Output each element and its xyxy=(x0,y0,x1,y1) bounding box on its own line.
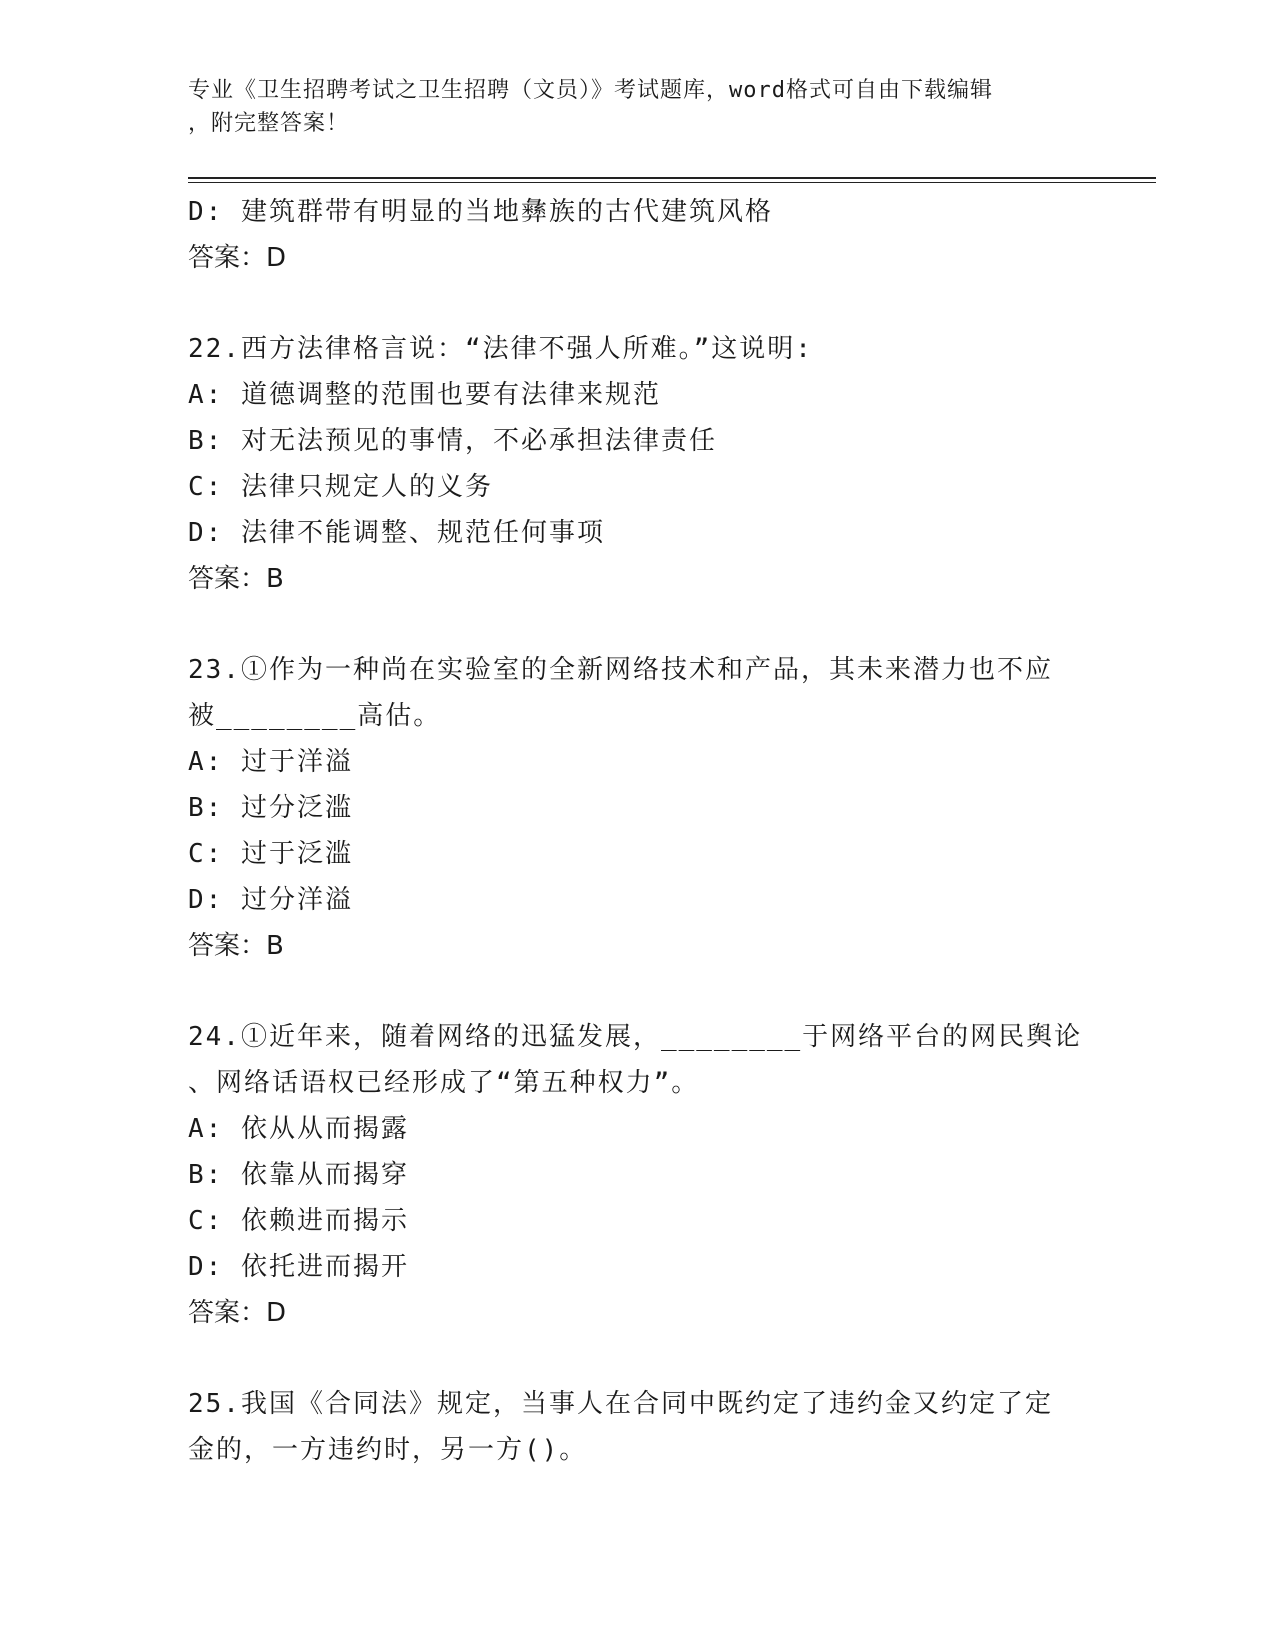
answer-line: 答案：B xyxy=(188,564,284,594)
option-a: A: 依从从而揭露 xyxy=(188,1114,409,1144)
spacer xyxy=(188,281,1088,326)
header-rule-thick xyxy=(188,177,1156,179)
option-d: D: 建筑群带有明显的当地彝族的古代建筑风格 xyxy=(188,197,773,227)
question-stem-continued: 金的，一方违约时，另一方()。 xyxy=(188,1435,588,1465)
document-header xyxy=(188,74,1088,140)
question-25 xyxy=(188,1381,1088,1473)
question-21-tail xyxy=(188,189,1088,281)
question-23 xyxy=(188,647,1088,969)
option-d: D: 过分洋溢 xyxy=(188,885,353,915)
header-rule-thin xyxy=(188,182,1156,183)
header-line-1: 专业《卫生招聘考试之卫生招聘（文员）》考试题库，word格式可自由下载编辑 xyxy=(188,78,993,103)
option-b: B: 对无法预见的事情，不必承担法律责任 xyxy=(188,426,717,456)
answer-line: 答案：D xyxy=(188,1298,287,1328)
question-stem: 22.西方法律格言说：“法律不强人所难。”这说明: xyxy=(188,334,813,364)
option-d: D: 依托进而揭开 xyxy=(188,1252,409,1282)
question-stem: 25.我国《合同法》规定，当事人在合同中既约定了违约金又约定了定 xyxy=(188,1389,1053,1419)
question-stem-continued: 、网络话语权已经形成了“第五种权力”。 xyxy=(188,1068,700,1098)
question-22 xyxy=(188,326,1088,602)
option-b: B: 过分泛滥 xyxy=(188,793,353,823)
option-a: A: 过于洋溢 xyxy=(188,747,353,777)
spacer xyxy=(188,1336,1088,1381)
question-stem: 24.①近年来，随着网络的迅猛发展，________于网络平台的网民舆论 xyxy=(188,1022,1083,1052)
question-list xyxy=(188,189,1088,1473)
spacer xyxy=(188,969,1088,1014)
answer-line: 答案：D xyxy=(188,243,287,273)
question-stem: 23.①作为一种尚在实验室的全新网络技术和产品，其未来潜力也不应 xyxy=(188,655,1053,685)
question-stem-continued: 被________高估。 xyxy=(188,701,442,731)
option-c: C: 过于泛滥 xyxy=(188,839,353,869)
answer-line: 答案：B xyxy=(188,931,284,961)
option-d: D: 法律不能调整、规范任何事项 xyxy=(188,518,605,548)
spacer xyxy=(188,602,1088,647)
option-b: B: 依靠从而揭穿 xyxy=(188,1160,409,1190)
option-a: A: 道德调整的范围也要有法律来规范 xyxy=(188,380,661,410)
option-c: C: 依赖进而揭示 xyxy=(188,1206,409,1236)
header-line-2: ，附完整答案！ xyxy=(188,111,350,136)
question-24 xyxy=(188,1014,1088,1336)
option-c: C: 法律只规定人的义务 xyxy=(188,472,493,502)
